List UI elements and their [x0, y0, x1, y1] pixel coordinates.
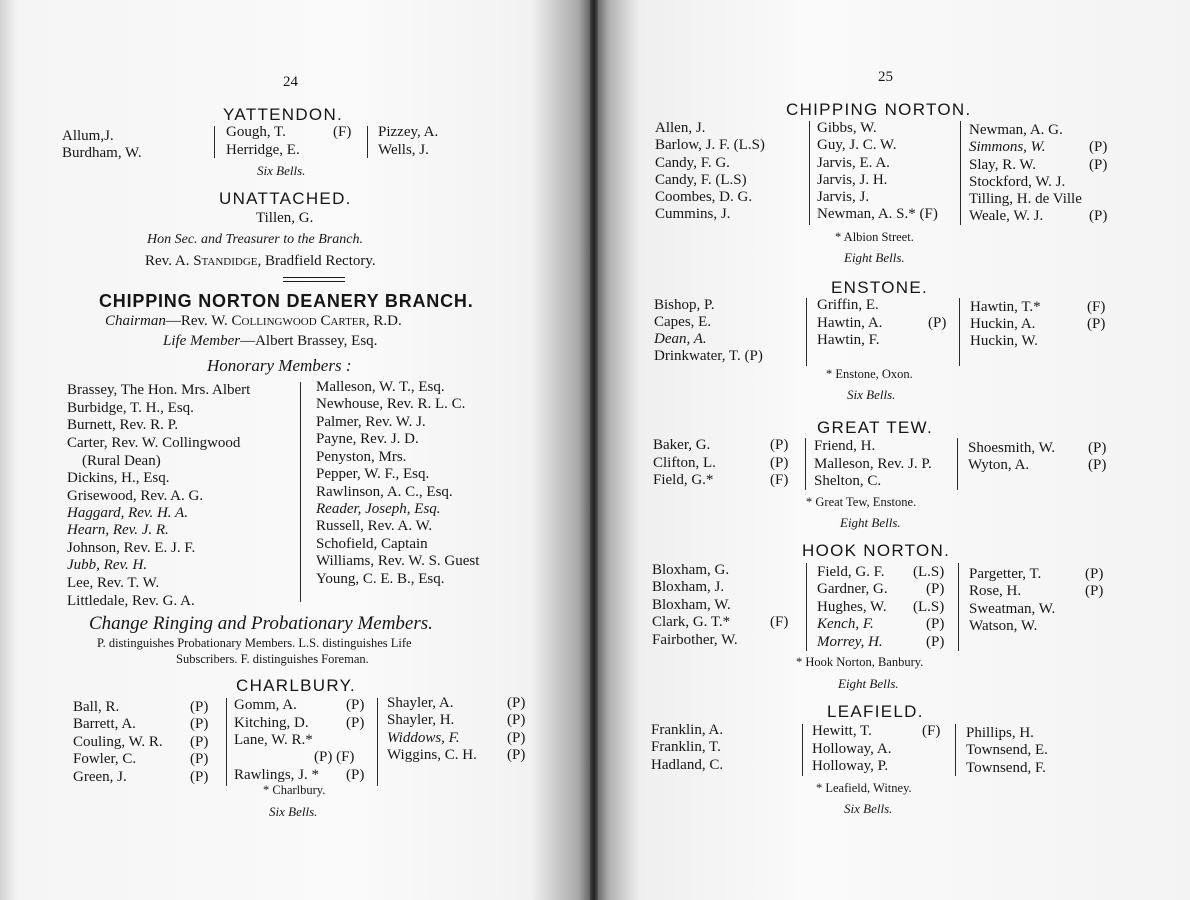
- list-item: Fowler, C.: [73, 751, 137, 767]
- member-mark: (P): [346, 715, 365, 731]
- secretary-line: [145, 254, 376, 269]
- member-mark: (P): [507, 747, 526, 763]
- list-item: Hearn, Rev. J. R.: [67, 522, 169, 538]
- column-divider: [806, 563, 807, 651]
- list-item: Shayler, A.: [387, 695, 454, 711]
- list-item: Lane, W. R.*: [234, 732, 313, 748]
- list-item: Allum,J.: [62, 128, 114, 144]
- member-mark: (P): [507, 730, 526, 746]
- member-mark: (F): [922, 723, 941, 739]
- list-item: Weale, W. J.: [969, 208, 1044, 224]
- member-mark: (P): [190, 734, 209, 750]
- rule-line: [283, 281, 345, 282]
- list-item: Hewitt, T.: [812, 723, 872, 739]
- list-item: Bloxham, J.: [652, 579, 725, 595]
- list-item: Baker, G.: [653, 437, 711, 453]
- location-note: * Enstone, Oxon.: [826, 367, 913, 381]
- list-item: Young, C. E. B., Esq.: [316, 571, 445, 587]
- list-item: Barlow, J. F. (L.S): [655, 137, 765, 153]
- member-mark: (P): [928, 315, 947, 331]
- location-note: * Leafield, Witney.: [816, 781, 912, 795]
- list-item: Simmons, W.: [969, 139, 1046, 155]
- member-mark: (F): [770, 472, 789, 488]
- column-divider: [226, 698, 227, 786]
- member-mark: (P): [1087, 316, 1106, 332]
- book-gutter: [590, 0, 598, 900]
- list-item: Gomm, A.: [234, 697, 297, 713]
- list-item: Burbidge, T. H., Esq.: [67, 400, 194, 416]
- list-item: Townsend, E.: [966, 742, 1048, 758]
- section-title-unattached: UNATTACHED.: [219, 189, 352, 208]
- column-divider: [959, 298, 960, 366]
- list-item: Wells, J.: [378, 142, 429, 158]
- list-item: Reader, Joseph, Esq.: [316, 501, 441, 517]
- secretary-prefix: Rev. A.: [145, 253, 194, 269]
- list-item: Penyston, Mrs.: [316, 449, 407, 465]
- member-mark: (P): [1085, 566, 1104, 582]
- chairman-line: [105, 314, 402, 329]
- list-item: Russell, Rev. A. W.: [316, 518, 433, 534]
- bells-note: Six Bells.: [269, 804, 318, 819]
- list-item: Littledale, Rev. G. A.: [67, 593, 195, 609]
- right-page: [598, 0, 1190, 900]
- member-mark: (F): [770, 614, 789, 630]
- bells-note: Six Bells.: [257, 163, 306, 178]
- list-item: Franklin, A.: [651, 722, 724, 738]
- list-item: Malleson, Rev. J. P.: [814, 456, 932, 472]
- list-item: Phillips, H.: [966, 725, 1034, 741]
- list-item: Jubb, Rev. H.: [67, 557, 148, 573]
- member-mark: (P): [507, 695, 526, 711]
- list-item: Lee, Rev. T. W.: [67, 575, 160, 591]
- chairman-label: Chairman: [105, 313, 166, 329]
- list-item: Johnson, Rev. E. J. F.: [67, 540, 196, 556]
- member-mark: (P): [190, 769, 209, 785]
- section-title-yattendon: YATTENDON.: [223, 105, 344, 124]
- list-item: Hawtin, T.*: [970, 299, 1041, 315]
- list-item: Morrey, H.: [817, 634, 883, 650]
- list-item: Barrett, A.: [73, 716, 136, 732]
- list-item: Stockford, W. J.: [969, 174, 1066, 190]
- key-line: Subscribers. F. distinguishes Foreman.: [176, 652, 369, 666]
- list-item: Newhouse, Rev. R. L. C.: [316, 396, 466, 412]
- chairman-name: Collingwood Carter: [231, 313, 366, 329]
- list-item: Kench, F.: [817, 616, 874, 632]
- list-item: Widdows, F.: [387, 730, 460, 746]
- list-item: Brassey, The Hon. Mrs. Albert: [67, 382, 251, 398]
- list-item: Green, J.: [73, 769, 127, 785]
- section-title-enstone: ENSTONE.: [831, 278, 928, 297]
- column-divider: [802, 724, 803, 776]
- list-item: Jarvis, J.: [817, 189, 870, 205]
- list-item: Cummins, J.: [655, 206, 731, 222]
- list-item: Holloway, A.: [812, 741, 892, 757]
- column-divider: [960, 121, 961, 225]
- rule-line: [283, 277, 345, 278]
- branch-title: CHIPPING NORTON DEANERY BRANCH.: [99, 291, 474, 311]
- list-item: Candy, F. (L.S): [655, 172, 747, 188]
- member-mark: (L.S): [913, 599, 945, 615]
- location-note: * Hook Norton, Banbury.: [796, 655, 924, 669]
- list-item: Huckin, A.: [970, 316, 1036, 332]
- member-mark: (P): [190, 751, 209, 767]
- list-item: Haggard, Rev. H. A.: [67, 505, 188, 521]
- list-item: Griffin, E.: [817, 297, 879, 313]
- bells-note: Eight Bells.: [838, 676, 899, 691]
- bells-note: Six Bells.: [844, 801, 893, 816]
- column-divider: [809, 121, 810, 225]
- bells-note: Eight Bells.: [840, 515, 901, 530]
- column-divider: [377, 698, 378, 786]
- list-item: Dickins, H., Esq.: [67, 470, 170, 486]
- member-mark: (F): [1087, 299, 1106, 315]
- member-mark: (P): [1085, 583, 1104, 599]
- list-item: Hawtin, A.: [817, 315, 883, 331]
- member-mark: (P): [1088, 440, 1107, 456]
- section-title-great-tew: GREAT TEW.: [817, 418, 933, 437]
- location-note: * Albion Street.: [835, 230, 914, 244]
- member-mark: (F): [333, 124, 352, 140]
- list-item: Pizzey, A.: [378, 124, 439, 140]
- member-mark: (P) (F): [314, 749, 355, 765]
- member-mark: (P): [346, 697, 365, 713]
- list-item: Bloxham, W.: [652, 597, 731, 613]
- list-item: Herridge, E.: [226, 142, 300, 158]
- list-item: Rawlings, J. *: [234, 767, 320, 783]
- life-member-label: Life Member: [163, 333, 241, 349]
- change-ringing-title: Change Ringing and Probationary Members.: [89, 613, 433, 634]
- member-mark: (P): [926, 581, 945, 597]
- list-item: Bishop, P.: [654, 297, 715, 313]
- list-item: Ball, R.: [73, 699, 120, 715]
- list-item: Gardner, G.: [817, 581, 888, 597]
- chairman-suffix: , R.D.: [365, 313, 402, 329]
- member-mark: (P): [770, 437, 789, 453]
- member-mark: (P): [926, 616, 945, 632]
- location-note: * Charlbury.: [263, 783, 326, 797]
- key-line: P. distinguishes Probationary Members. L.S. distinguishes Life: [97, 636, 412, 650]
- list-item: Wyton, A.: [968, 457, 1030, 473]
- list-item: Wiggins, C. H.: [387, 747, 477, 763]
- list-item: Slay, R. W.: [969, 157, 1036, 173]
- list-item: Guy, J. C. W.: [817, 137, 897, 153]
- section-title-leafield: LEAFIELD.: [827, 702, 924, 721]
- list-item: Hadland, C.: [651, 757, 724, 773]
- list-item: Clark, G. T.*: [652, 614, 731, 630]
- list-item: Rawlinson, A. C., Esq.: [316, 484, 453, 500]
- member-mark: (P): [1089, 139, 1108, 155]
- location-note: * Great Tew, Enstone.: [806, 495, 917, 509]
- list-item: Coombes, D. G.: [655, 189, 753, 205]
- list-item: Hughes, W.: [817, 599, 887, 615]
- list-item: Rose, H.: [969, 583, 1022, 599]
- list-item: Shoesmith, W.: [968, 440, 1056, 456]
- honorary-title: Honorary Members :: [207, 356, 352, 375]
- list-item: Huckin, W.: [970, 333, 1038, 349]
- list-item: Shayler, H.: [387, 712, 455, 728]
- member-mark: (P): [770, 455, 789, 471]
- column-divider: [806, 298, 807, 366]
- column-divider: [214, 126, 215, 158]
- column-divider: [955, 724, 956, 776]
- list-item: Pargetter, T.: [969, 566, 1042, 582]
- column-divider: [300, 382, 301, 602]
- list-item: Franklin, T.: [651, 739, 721, 755]
- member-mark: (P): [190, 716, 209, 732]
- list-item: Candy, F. G.: [655, 155, 730, 171]
- list-item: Payne, Rev. J. D.: [316, 431, 419, 447]
- list-item: Friend, H.: [814, 438, 876, 454]
- list-item: Bloxham, G.: [652, 562, 730, 578]
- left-page: [0, 0, 590, 900]
- list-item: Holloway, P.: [812, 758, 889, 774]
- member-mark: (P): [1089, 208, 1108, 224]
- section-title-chipping-norton: CHIPPING NORTON.: [786, 100, 972, 119]
- list-item: Clifton, L.: [653, 455, 716, 471]
- life-member-name: —Albert Brassey, Esq.: [240, 333, 378, 349]
- list-item: Pepper, W. F., Esq.: [316, 466, 430, 482]
- list-item: Watson, W.: [969, 618, 1038, 634]
- list-item: Burnett, Rev. R. P.: [67, 417, 179, 433]
- member-mark: (P): [926, 634, 945, 650]
- list-item: Fairbother, W.: [652, 632, 738, 648]
- section-title-charlbury: CHARLBURY.: [236, 676, 357, 695]
- section-title-hook-norton: HOOK NORTON.: [802, 541, 951, 560]
- column-divider: [367, 126, 368, 158]
- column-divider: [958, 563, 959, 651]
- list-item: Capes, E.: [654, 314, 712, 330]
- list-item: Newman, A. S.* (F): [817, 206, 938, 222]
- list-item: Gibbs, W.: [817, 120, 877, 136]
- list-item: Carter, Rev. W. Collingwood: [67, 435, 241, 451]
- member-mark: (P): [190, 699, 209, 715]
- list-item: Drinkwater, T. (P): [654, 348, 763, 364]
- list-item: Malleson, W. T., Esq.: [316, 379, 445, 395]
- column-divider: [805, 438, 806, 490]
- member-mark: (L.S): [913, 564, 945, 580]
- bells-note: Six Bells.: [847, 387, 896, 402]
- life-member-line: [163, 334, 377, 349]
- list-item: (Rural Dean): [82, 453, 161, 469]
- member-mark: (P): [346, 767, 365, 783]
- list-item: Palmer, Rev. W. J.: [316, 414, 426, 430]
- list-item: Burdham, W.: [62, 145, 142, 161]
- list-item: Jarvis, J. H.: [817, 172, 888, 188]
- member-mark: (P): [1089, 157, 1108, 173]
- member-mark: (P): [507, 712, 526, 728]
- chairman-prefix: —Rev. W.: [165, 313, 232, 329]
- list-item: Dean, A.: [654, 331, 707, 347]
- list-item: Field, G.*: [653, 472, 714, 488]
- list-item: Townsend, F.: [966, 760, 1046, 776]
- list-item: Allen, J.: [655, 120, 706, 136]
- list-item: Jarvis, E. A.: [817, 155, 890, 171]
- column-divider: [957, 438, 958, 490]
- list-item: Grisewood, Rev. A. G.: [67, 488, 204, 504]
- list-item: Williams, Rev. W. S. Guest: [316, 553, 480, 569]
- page-number: 24: [283, 74, 298, 90]
- page-number: 25: [878, 69, 893, 85]
- list-item: Tillen, G.: [256, 210, 314, 226]
- list-item: Shelton, C.: [814, 473, 882, 489]
- member-mark: (P): [1088, 457, 1107, 473]
- list-item: Schofield, Captain: [316, 536, 428, 552]
- secretary-label: Hon Sec. and Treasurer to the Branch.: [147, 232, 363, 247]
- secretary-name: Standidge: [193, 253, 258, 269]
- list-item: Couling, W. R.: [73, 734, 163, 750]
- list-item: Gough, T.: [226, 124, 286, 140]
- list-item: Hawtin, F.: [817, 332, 880, 348]
- list-item: Field, G. F.: [817, 564, 885, 580]
- list-item: Newman, A. G.: [969, 122, 1063, 138]
- list-item: Tilling, H. de Ville: [969, 191, 1082, 207]
- secretary-address: , Bradfield Rectory.: [257, 253, 376, 269]
- bells-note: Eight Bells.: [844, 250, 905, 265]
- list-item: Sweatman, W.: [969, 601, 1056, 617]
- list-item: Kitching, D.: [234, 715, 309, 731]
